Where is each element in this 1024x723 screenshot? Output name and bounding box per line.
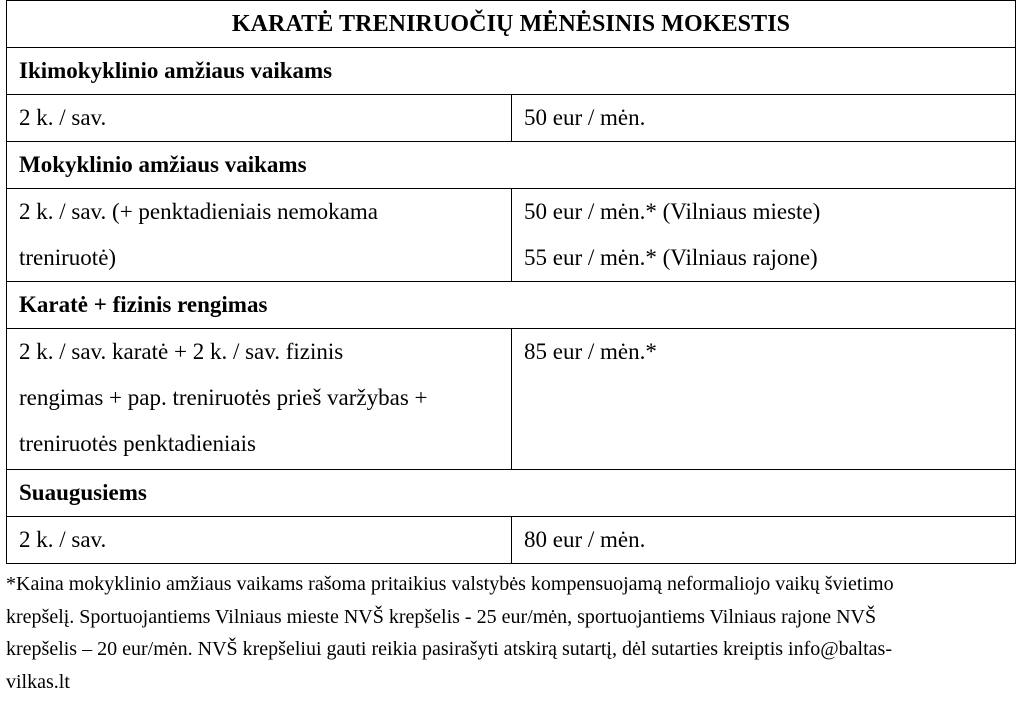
section-heading-adults: Suaugusiems — [7, 470, 1016, 517]
footnote-line: krepšelis – 20 eur/mėn. NVŠ krepšeliui gauti reikia pasirašyti atskirą sutartį, dėl sutarties kreiptis info@baltas- — [6, 638, 892, 660]
footnote-line: krepšelį. Sportuojantiems Vilniaus mieste NVŠ krepšelis - 25 eur/mėn, sportuojantiems Vilniaus rajone NVŠ — [6, 605, 877, 628]
footnote-line: *Kaina mokyklinio amžiaus vaikams rašoma pritaikius valstybės kompensuojamą neformaliojo vaikų švietimo — [6, 573, 894, 595]
price-cell — [512, 517, 1016, 564]
price-line: 50 eur / mėn.* (Vilniaus mieste) — [524, 199, 821, 224]
section-heading-row — [7, 470, 1016, 517]
schedule-line: 2 k. / sav. karatė + 2 k. / sav. fizinis — [19, 339, 344, 364]
price-cell — [512, 189, 1016, 282]
table-title: KARATĖ TRENIRUOČIŲ MĖNĖSINIS MOKESTIS — [7, 1, 1016, 48]
section-heading-preschool: Ikimokyklinio amžiaus vaikams — [7, 48, 1016, 95]
price-cell — [512, 329, 1016, 470]
schedule-cell — [7, 517, 512, 564]
table-row — [7, 329, 1016, 470]
schedule-cell — [7, 329, 512, 470]
section-heading-row — [7, 142, 1016, 189]
section-heading-row — [7, 48, 1016, 95]
schedule-cell — [7, 189, 512, 282]
price-cell — [512, 95, 1016, 142]
table-title-row — [7, 1, 1016, 48]
schedule-line: rengimas + pap. treniruotės prieš varžybas + — [19, 385, 428, 410]
footnote — [6, 568, 1014, 698]
section-heading-row — [7, 282, 1016, 329]
table-row — [7, 517, 1016, 564]
schedule-text: 2 k. / sav. — [19, 527, 107, 552]
footnote-line: vilkas.lt — [6, 670, 70, 693]
section-heading-school: Mokyklinio amžiaus vaikams — [7, 142, 1016, 189]
section-heading-karate-physical: Karatė + fizinis rengimas — [7, 282, 1016, 329]
schedule-text: 2 k. / sav. — [19, 105, 107, 130]
price-line: 55 eur / mėn.* (Vilniaus rajone) — [524, 245, 818, 270]
price-text: 50 eur / mėn. — [524, 105, 646, 130]
fee-table — [6, 0, 1016, 564]
price-text: 80 eur / mėn. — [524, 527, 646, 552]
schedule-line: 2 k. / sav. (+ penktadieniais nemokama — [19, 199, 378, 224]
schedule-line: treniruotės penktadieniais — [19, 431, 256, 456]
schedule-cell — [7, 95, 512, 142]
table-row — [7, 95, 1016, 142]
schedule-line: treniruotė) — [19, 245, 117, 270]
price-line: 85 eur / mėn.* — [524, 339, 657, 364]
table-row — [7, 189, 1016, 282]
